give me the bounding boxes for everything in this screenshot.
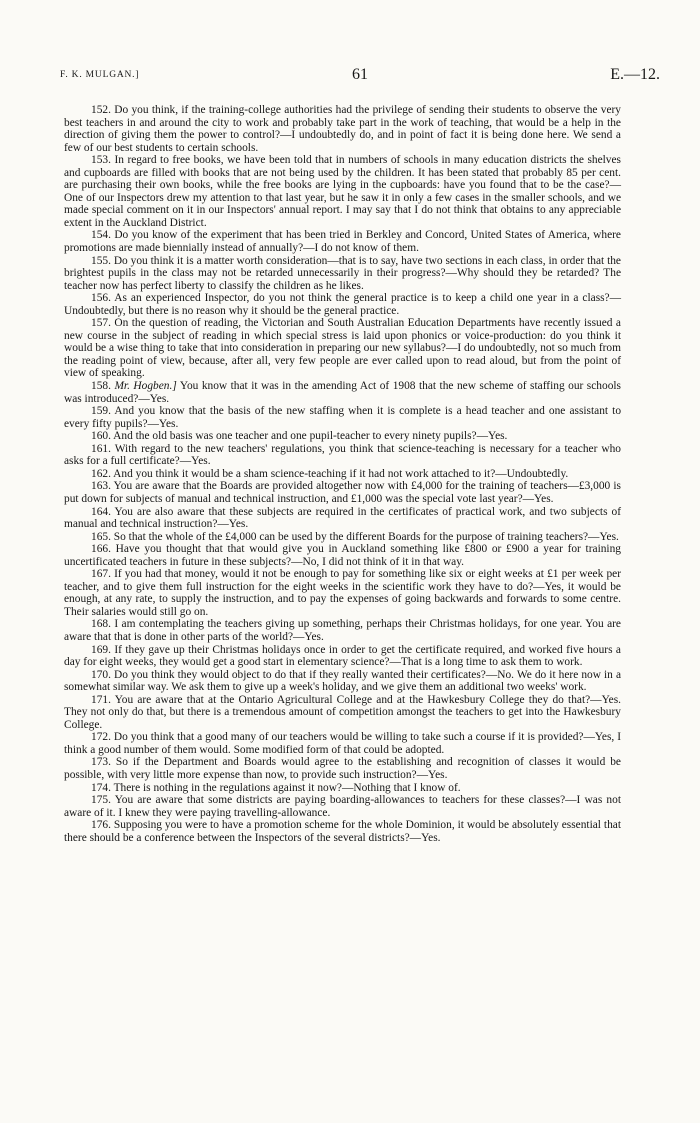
question-173: 173. So if the Department and Boards would agree to the establishing and recognition of classes it would be possible, with very little more expense than now, to provide such instruction?—Yes. xyxy=(64,756,621,781)
question-159: 159. And you know that the basis of the new staffing when it is complete is a head teacher and one assistant to every fifty pupils?—Yes. xyxy=(64,405,622,430)
question-169: 169. If they gave up their Christmas holidays once in order to get the certificate required, and worked five hours a day for eight weeks, they would get a good start in elementary science?—That is a long time to ask them to work. xyxy=(64,643,621,669)
page-header xyxy=(60,66,660,92)
evidence-text xyxy=(64,104,621,844)
witness-name: F. K. MULGAN.] xyxy=(60,70,140,80)
question-163: 163. You are aware that the Boards are provided altogether now with £4,000 for the training of teachers—£3,000 is put down for subjects of manual and technical instruction, and £1,000 was the special vote last year?—Yes. xyxy=(64,480,621,505)
document-reference: E.—12. xyxy=(610,66,660,83)
question-164: 164. You are also aware that these subjects are required in the certificates of practical work, and two subjects of manual and technical instruction?—Yes. xyxy=(64,505,621,531)
question-174: 174. There is nothing in the regulations against it now?—Nothing that I know of. xyxy=(91,781,461,794)
question-175: 175. You are aware that some districts are paying boarding-allowances to teachers for these classes?—I was not aware of it. I knew they were paying travelling-allowance. xyxy=(64,794,621,819)
question-170: 170. Do you think they would object to do that if they really wanted their certificates?—No. We do it here now in a somewhat similar way. We ask them to give up a week's holiday, and we give them an additional two weeks' work. xyxy=(64,668,621,694)
question-165: 165. So that the whole of the £4,000 can be used by the different Boards for the purpose of training teachers?—Yes. xyxy=(91,530,619,543)
question-154: 154. Do you know of the experiment that has been tried in Berkley and Concord, United States of America, where promotions are made biennially instead of annually?—I do not know of them. xyxy=(64,229,621,255)
question-158: 158. Mr. Hogben.] You know that it was in the amending Act of 1908 that the new scheme of staffing our schools was introduced?—Yes. xyxy=(64,380,621,405)
question-155: 155. Do you think it is a matter worth consideration—that is to say, have two sections in each class, in order that the brightest pupils in the class may not be retarded unnecessarily in their progress?—Why should they be retarded? The teacher now has perfect liberty to classify the children as he likes. xyxy=(64,254,621,292)
question-171: 171. You are aware that at the Ontario Agricultural College and at the Hawkesbury College they do that?—Yes. They not only do that, but there is a tremendous amount of competition amongst the teachers to get into the Hawkesbury College. xyxy=(64,693,621,731)
question-172: 172. Do you think that a good many of our teachers would be willing to take such a course if it is provided?—Yes, I think a good number of them would. Some modified form of that could be adopted. xyxy=(64,731,621,756)
question-157: 157. On the question of reading, the Victorian and South Australian Education Departments have recently issued a new course in the subject of reading in which special stress is laid upon phonics or voice-production: do you think it would be a wise thing to take that into consideration in preparing our new syllabus?—I do undoubtedly, not so much from the reading point of view, because, after all, very few people are ever called upon to read aloud, but from the point of view of speaking. xyxy=(64,317,621,380)
question-153: 153. In regard to free books, we have been told that in numbers of schools in many education districts the shelves and cupboards are filled with books that are not being used by the children. It has been stated that probably 85 per cent. are purchasing their own books, while the free books are lying in the cupboards: have you found that to be the case?—One of our Inspectors drew my attention to that last year, but he saw it in only a few cases in the smaller schools, and we made special comment on it in our Inspectors' annual report. I may say that I do not think that obtains to any appreciable extent in the Auckland District. xyxy=(64,154,621,229)
question-162: 162. And you think it would be a sham science-teaching if it had not work attached to it?—Undoubtedly. xyxy=(91,467,569,480)
question-167: 167. If you had that money, would it not be enough to pay for something like six or eight weeks at £1 per week per teacher, and to give them full instruction for the eight weeks in the scientific work they have to do?—Yes, it would be enough, at any rate, to supply the instruction, and to pay the expenses of going backwards and forwards to some centre. Their salaries would still go on. xyxy=(64,568,621,618)
question-160: 160. And the old basis was one teacher and one pupil-teacher to every ninety pupils?—Yes. xyxy=(91,430,508,443)
question-166: 166. Have you thought that that would give you in Auckland something like £800 or £900 a year for training uncertificated teachers in future in these subjects?—No, I did not think of it in that way. xyxy=(64,543,621,568)
speaker-name: Mr. Hogben.] xyxy=(114,380,177,393)
question-152: 152. Do you think, if the training-college authorities had the privilege of sending their students to observe the very best teachers in and around the city to work and probably take part in the work of teaching, that would be a help in the direction of giving them the power to control?—I undoubtedly do, and in point of fact it is being done here. We send a few of our best students to certain schools. xyxy=(64,104,621,154)
page-number: 61 xyxy=(352,66,368,83)
question-161: 161. With regard to the new teachers' regulations, you think that science-teaching is necessary for a teacher who asks for a full certificate?—Yes. xyxy=(64,442,621,468)
question-156: 156. As an experienced Inspector, do you not think the general practice is to keep a child one year in a class?—Undoubtedly, but there is no reason why it should be the general practice. xyxy=(64,292,622,317)
question-168: 168. I am contemplating the teachers giving up something, perhaps their Christmas holidays, for one year. You are aware that that is done in other parts of the world?—Yes. xyxy=(64,618,621,643)
question-176: 176. Supposing you were to have a promotion scheme for the whole Dominion, it would be absolutely essential that there should be a conference between the Inspectors of the several districts?—Yes. xyxy=(64,819,621,844)
